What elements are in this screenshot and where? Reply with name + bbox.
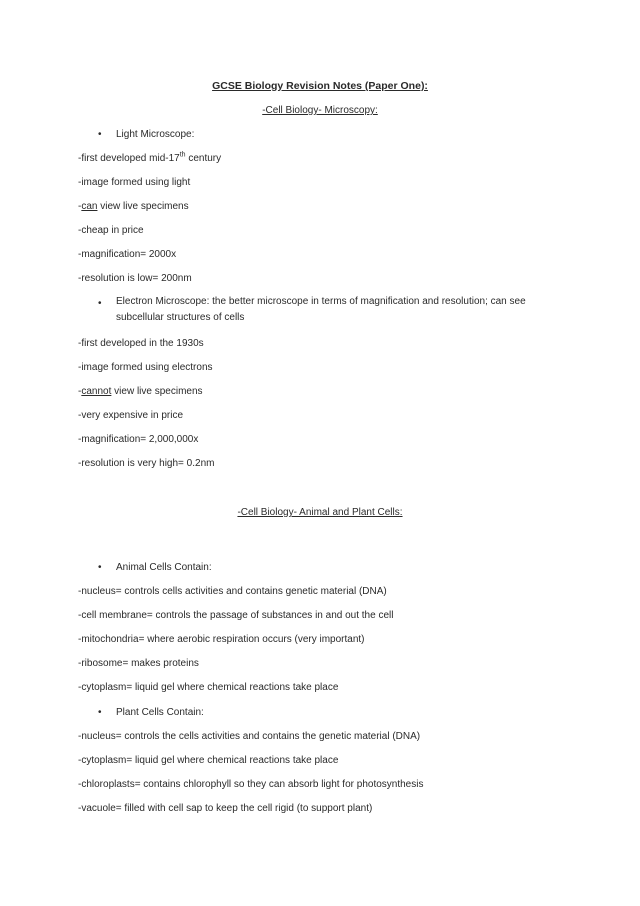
- section-heading-cells: -Cell Biology- Animal and Plant Cells:: [237, 507, 403, 518]
- section-heading-microscopy: -Cell Biology- Microscopy:: [262, 105, 378, 116]
- bullet-marker: •: [98, 562, 102, 573]
- bullet-plant-cells: Plant Cells Contain:: [116, 707, 204, 718]
- light-line-price: -cheap in price: [78, 225, 144, 236]
- light-line-image: -image formed using light: [78, 177, 191, 188]
- electron-line-image: -image formed using electrons: [78, 362, 213, 373]
- bullet-electron-microscope: Electron Microscope: the better microscope in terms of magnification and resolution; can see subcellular structures of cells: [116, 296, 526, 323]
- animal-line-nucleus: -nucleus= controls cells activities and contains genetic material (DNA): [78, 586, 387, 597]
- light-line-live: -can view live specimens: [78, 201, 189, 212]
- animal-line-cytoplasm: -cytoplasm= liquid gel where chemical reactions take place: [78, 682, 339, 693]
- electron-line-first-developed: -first developed in the 1930s: [78, 338, 204, 349]
- animal-line-mitochondria: -mitochondria= where aerobic respiration occurs (very important): [78, 634, 365, 645]
- bullet-marker: •: [98, 298, 102, 309]
- light-line-first-developed: -first developed mid-17th century: [78, 151, 222, 164]
- light-line-magnification: -magnification= 2000x: [78, 249, 177, 260]
- electron-line-resolution: -resolution is very high= 0.2nm: [78, 458, 215, 469]
- plant-line-nucleus: -nucleus= controls the cells activities and contains the genetic material (DNA): [78, 731, 421, 742]
- electron-line-live: -cannot view live specimens: [78, 386, 203, 397]
- bullet-marker: •: [98, 129, 102, 140]
- plant-line-chloroplasts: -chloroplasts= contains chlorophyll so they can absorb light for photosynthesis: [78, 779, 424, 790]
- document-title: GCSE Biology Revision Notes (Paper One):: [212, 80, 428, 92]
- bullet-light-microscope: Light Microscope:: [116, 129, 195, 140]
- plant-line-cytoplasm: -cytoplasm= liquid gel where chemical reactions take place: [78, 755, 339, 766]
- bullet-animal-cells: Animal Cells Contain:: [116, 562, 212, 573]
- electron-line-price: -very expensive in price: [78, 410, 184, 421]
- plant-line-vacuole: -vacuole= filled with cell sap to keep the cell rigid (to support plant): [78, 803, 373, 814]
- animal-line-ribosome: -ribosome= makes proteins: [78, 658, 199, 669]
- electron-line-magnification: -magnification= 2,000,000x: [78, 434, 199, 445]
- light-line-resolution: -resolution is low= 200nm: [78, 273, 192, 284]
- bullet-marker: •: [98, 707, 102, 718]
- animal-line-membrane: -cell membrane= controls the passage of substances in and out the cell: [78, 610, 394, 621]
